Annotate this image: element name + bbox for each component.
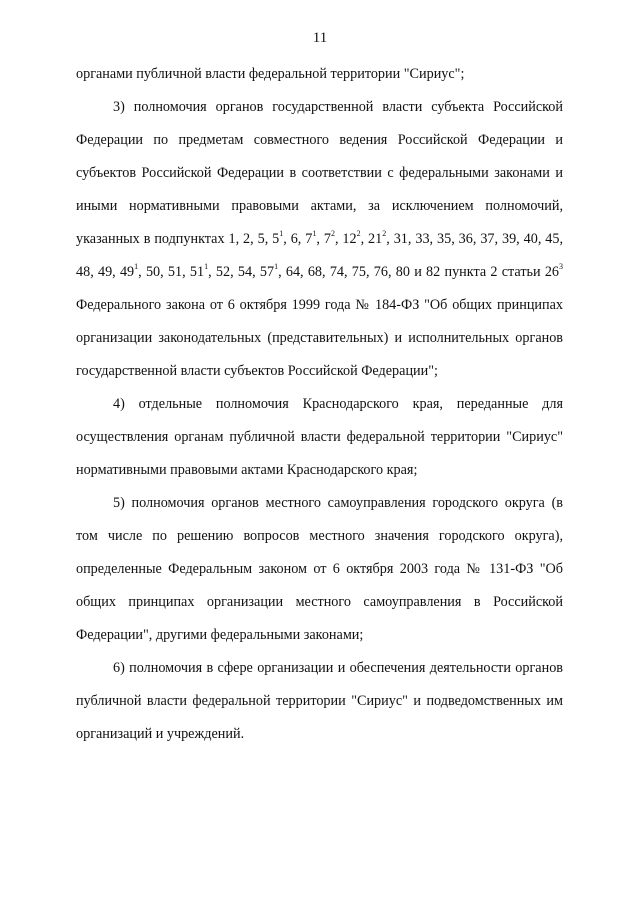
superscript: 3 bbox=[559, 262, 564, 272]
superscript: 2 bbox=[356, 229, 361, 239]
text-segment: , 21 bbox=[360, 231, 383, 247]
text-segment: , 12 bbox=[334, 231, 357, 247]
superscript: 1 bbox=[312, 229, 317, 239]
superscript: 1 bbox=[204, 262, 209, 272]
superscript: 1 bbox=[274, 262, 279, 272]
text-segment: , 7 bbox=[316, 231, 331, 247]
text-segment: , 64, 68, 74, 75, 76, 80 и 82 пункта 2 статьи 26 bbox=[278, 264, 560, 280]
text-segment: , 6, 7 bbox=[283, 231, 313, 247]
text-segment: , 50, 51, 51 bbox=[138, 264, 205, 280]
paragraph-item-5: 5) полномочия органов местного самоуправления городского округа (в том числе по решению вопросов местного значения городского округа), определенные Федеральным законом от 6 октября 2003 года № 131-ФЗ "Об общих принципах организации местного самоуправления в Российской Федерации", другими федеральными законами; bbox=[76, 495, 563, 643]
paragraph-item-6: 6) полномочия в сфере организации и обеспечения деятельности органов публичной власти федеральной территории "Сириус" и подведомственных им организаций и учреждений. bbox=[76, 660, 563, 742]
superscript: 1 bbox=[279, 229, 284, 239]
text-segment: , 52, 54, 57 bbox=[208, 264, 275, 280]
text-segment: 3) полномочия органов государственной власти субъекта Российской Федерации по предметам совместного ведения Российской Федерации и субъектов Российской Федерации в соответствии с федеральными законами и иными нормативными правовыми актами, за исключением полномочий, указанных в подпунктах 1, 2, 5, 5 bbox=[76, 99, 563, 247]
paragraph-item-4: 4) отдельные полномочия Краснодарского края, переданные для осуществления органам публичной власти федеральной территории "Сириус" нормативными правовыми актами Краснодарского края; bbox=[76, 396, 563, 478]
document-body bbox=[76, 58, 563, 751]
superscript: 2 bbox=[330, 229, 335, 239]
text-segment: Федерального закона от 6 октября 1999 года № 184-ФЗ "Об общих принципах организации законодательных (представительных) и исполнительных органов государственной власти субъектов Российской Федерации"; bbox=[76, 297, 563, 379]
paragraph-item-3 bbox=[76, 91, 563, 388]
text-segment: , 31, 33, 35, 36, 37, 39, 40, 45, 48, 49, 49 bbox=[76, 231, 564, 280]
superscript: 2 bbox=[382, 229, 387, 239]
paragraph-continuation: органами публичной власти федеральной территории "Сириус"; bbox=[76, 66, 465, 82]
page-number: 11 bbox=[312, 30, 328, 46]
superscript: 1 bbox=[134, 262, 139, 272]
